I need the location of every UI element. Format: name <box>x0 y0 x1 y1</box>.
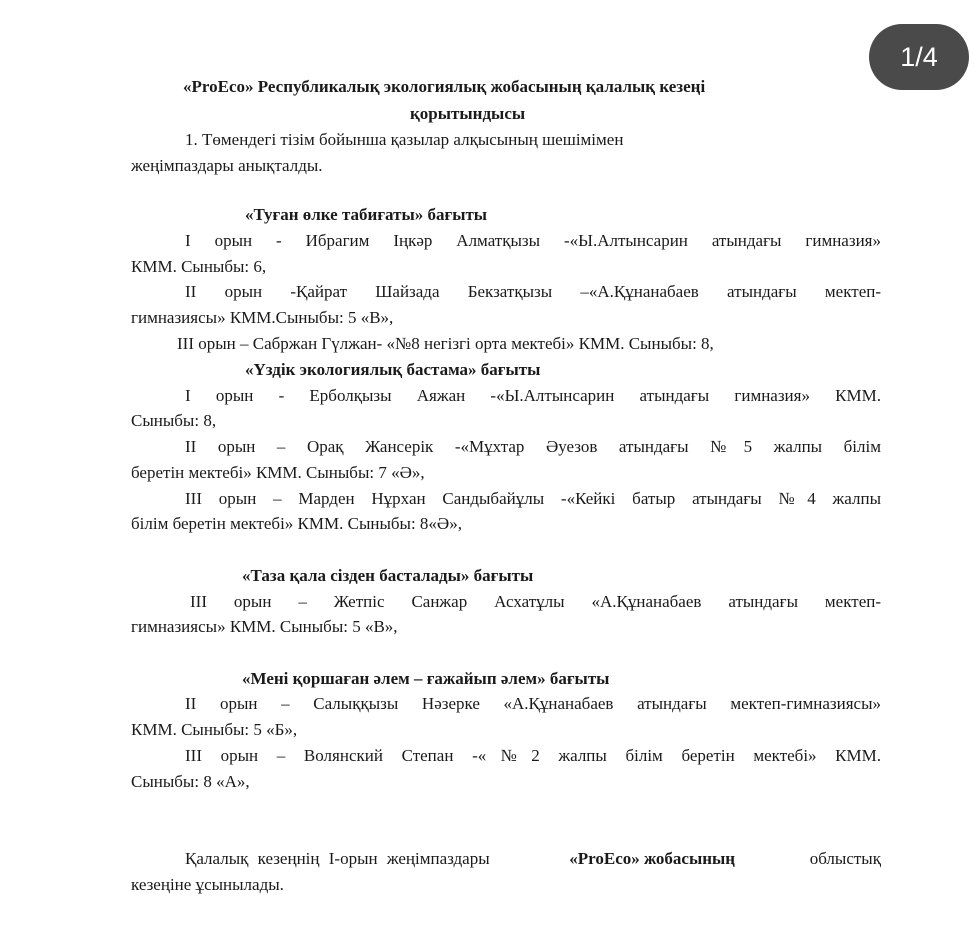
page-counter-badge: 1/4 <box>869 24 969 90</box>
winner-entry-line2: Сыныбы: 8, <box>131 411 217 430</box>
winner-entry: III орын – Марден Нұрхан Сандыбайұлы -«Кейкі батыр атындағы №4 жалпы <box>185 489 881 508</box>
winner-entry: II орын -Қайрат Шайзада Бекзатқызы –«А.Құнанабаев атындағы мектеп- <box>185 282 881 301</box>
document-title-line2: қорытындысы <box>410 104 526 123</box>
winner-entry: III орын – Волянский Степан -«№2 жалпы білім беретін мектебі» КММ. <box>185 746 881 765</box>
closing-text-line2: кезеңіне ұсынылады. <box>131 875 284 894</box>
winner-entry-line2: білім беретін мектебі» КММ. Сыныбы: 8«Ә», <box>131 514 462 533</box>
winner-entry-line2: КММ. Сыныбы: 5 «Б», <box>131 720 298 739</box>
winner-entry-line2: гимназиясы» КММ. Сыныбы: 5 «В», <box>131 617 398 636</box>
intro-text-line2: жеңімпаздары анықталды. <box>131 156 323 175</box>
winner-entry: I орын - Ерболқызы Аяжан -«Ы.Алтынсарин атындағы гимназия» КММ. <box>185 386 881 405</box>
closing-text-part1: Қалалық кезеңнің I-орын жеңімпаздары <box>185 849 499 868</box>
winner-entry-line2: Сыныбы: 8 «А», <box>131 772 250 791</box>
winner-entry: III орын – Жетпіс Санжар Асхатұлы «А.Құнанабаев атындағы мектеп- <box>190 592 881 611</box>
closing-text <box>185 848 881 870</box>
winner-entry-line2: КММ. Сыныбы: 6, <box>131 257 267 276</box>
winner-entry: II орын – Орақ Жансерік -«Мұхтар Әуезов атындағы №5 жалпы білім <box>185 437 881 456</box>
winner-entry-line2: беретін мектебі» КММ. Сыныбы: 7 «Ә», <box>131 463 425 482</box>
section-heading: «Үздік экологиялық бастама» бағыты <box>245 360 541 379</box>
closing-text-bold: «ProEco» жобасының <box>569 849 736 868</box>
winner-entry: III орын – Сабржан Гүлжан- «№8 негізгі орта мектебі» КММ. Сыныбы: 8, <box>177 334 714 353</box>
closing-text-part2: облыстық <box>805 849 881 868</box>
winner-entry: II орын – Салыққызы Нәзерке «А.Құнанабаев атындағы мектеп-гимназиясы» <box>185 694 881 713</box>
intro-text: 1. Төмендегі тізім бойынша қазылар алқысының шешімімен <box>185 130 624 149</box>
winner-entry-line2: гимназиясы» КММ.Сыныбы: 5 «В», <box>131 308 394 327</box>
winner-entry: I орын - Ибрагим Іңкәр Алматқызы -«Ы.Алтынсарин атындағы гимназия» <box>185 231 881 250</box>
section-heading: «Мені қоршаған әлем – ғажайып әлем» бағыты <box>242 669 610 688</box>
section-heading: «Туған өлке табиғаты» бағыты <box>245 205 488 224</box>
document-title: «ProEco» Республикалық экологиялық жобасының қалалық кезеңі <box>183 77 706 96</box>
section-heading: «Таза қала сізден басталады» бағыты <box>242 566 534 585</box>
